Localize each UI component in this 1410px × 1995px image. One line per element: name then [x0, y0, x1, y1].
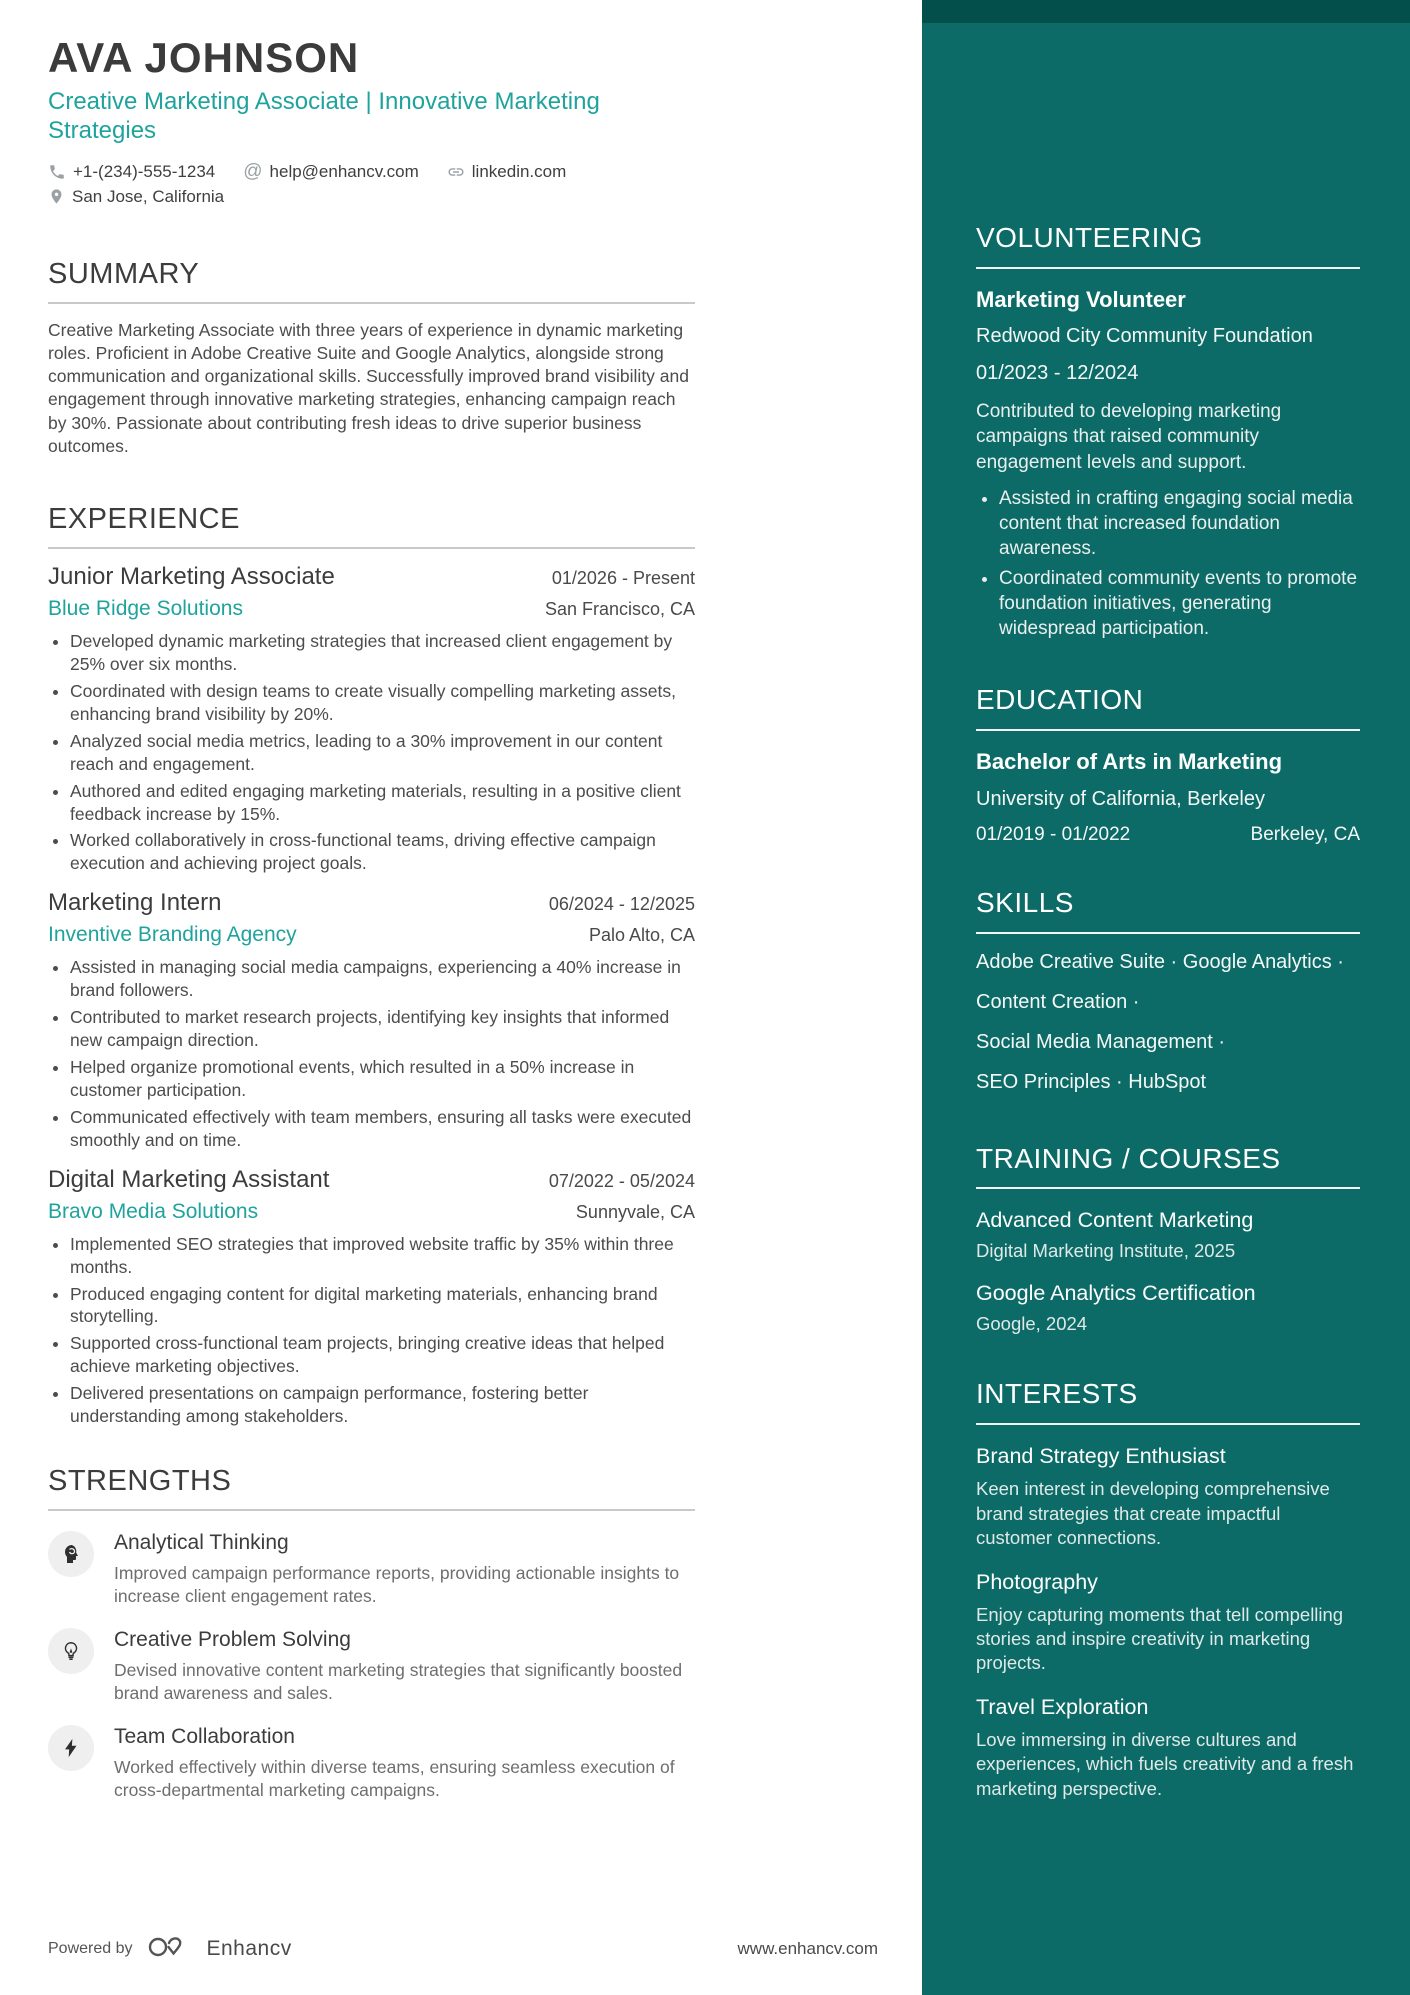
skills-section	[976, 888, 1360, 1094]
linkedin-text[interactable]: linkedin.com	[471, 161, 567, 181]
phone-number: +1-(234)-555-1234	[73, 161, 216, 181]
email-text[interactable]: help@enhancv.com	[269, 161, 419, 181]
job-bullet-list	[48, 630, 695, 875]
sidebar	[922, 0, 1410, 1995]
section-divider	[976, 1423, 1360, 1425]
job-bullet: • Implemented SEO strategies that improved website traffic by 35% within three months.	[70, 1233, 695, 1279]
job-location: San Francisco, CA	[544, 599, 695, 620]
job-company: Bravo Media Solutions	[48, 1199, 259, 1223]
job-bullet: • Coordinated with design teams to create visually compelling marketing assets, enhancing brand visibility by 20%.	[70, 680, 695, 726]
skill-line: Social Media Management ·	[976, 1030, 1226, 1053]
strengths-section	[48, 1466, 695, 1801]
strength-item	[48, 1531, 695, 1608]
section-divider	[976, 1187, 1360, 1189]
job-bullet: • Supported cross-functional team projects, bringing creative ideas that helped achieve marketing objectives.	[70, 1332, 695, 1378]
training-section	[976, 1144, 1360, 1336]
interests-heading: INTERESTS	[976, 1378, 1138, 1410]
interest-text: Love immersing in diverse cultures and experiences, which fuels creativity and a fresh marketing perspective.	[976, 1728, 1354, 1799]
job-company: Blue Ridge Solutions	[48, 597, 243, 621]
strength-text: Improved campaign performance reports, providing actionable insights to increase client engagement rates.	[114, 1562, 680, 1606]
strength-title: Team Collaboration	[114, 1724, 295, 1748]
job-company: Inventive Branding Agency	[48, 923, 297, 947]
volunteer-dates: 01/2023 - 12/2024	[976, 362, 1139, 385]
job-bullet-list	[48, 1233, 695, 1428]
section-divider	[976, 932, 1360, 934]
course-title: Google Analytics Certification	[976, 1281, 1256, 1306]
strength-item	[48, 1725, 695, 1802]
job-bullet: • Assisted in managing social media campaigns, experiencing a 40% increase in brand followers.	[70, 956, 695, 1002]
strength-title: Analytical Thinking	[114, 1530, 289, 1554]
volunteer-description: Contributed to developing marketing campaigns that raised community engagement levels and support.	[976, 401, 1282, 473]
training-heading: TRAINING / COURSES	[976, 1142, 1281, 1174]
strength-text: Devised innovative content marketing strategies that significantly boosted brand awareness and sales.	[114, 1659, 683, 1703]
volunteering-section	[976, 223, 1360, 641]
summary-heading: SUMMARY	[48, 257, 200, 290]
job-location: Sunnyvale, CA	[575, 1201, 695, 1222]
education-heading: EDUCATION	[976, 684, 1144, 716]
volunteer-bullet: • Coordinated community events to promote foundation initiatives, generating widespread participation.	[999, 566, 1360, 641]
school-name: University of California, Berkeley	[976, 787, 1265, 810]
course-provider: Digital Marketing Institute, 2025	[976, 1240, 1236, 1262]
job-entry	[48, 1166, 695, 1428]
interest-title: Brand Strategy Enthusiast	[976, 1444, 1226, 1469]
skill-line: Content Creation ·	[976, 990, 1140, 1013]
course-entry	[976, 1281, 1360, 1335]
job-dates: 01/2026 - Present	[551, 568, 695, 589]
job-bullet: • Analyzed social media metrics, leading to a 30% improvement in our content reach and engagement.	[70, 730, 695, 776]
section-divider	[48, 1509, 695, 1511]
phone-icon	[48, 163, 66, 181]
job-dates: 06/2024 - 12/2025	[548, 894, 695, 915]
contact-phone	[48, 162, 215, 182]
volunteer-bullet: • Assisted in crafting engaging social media content that increased foundation awareness.	[999, 486, 1360, 561]
job-dates: 07/2022 - 05/2024	[548, 1170, 695, 1191]
experience-heading: EXPERIENCE	[48, 503, 240, 536]
job-bullet: • Delivered presentations on campaign performance, fostering better understanding among stakeholders.	[70, 1382, 695, 1428]
job-location: Palo Alto, CA	[588, 925, 695, 946]
course-entry	[976, 1208, 1360, 1262]
volunteer-bullet-list	[976, 486, 1360, 641]
strength-item	[48, 1628, 695, 1705]
bulb-icon	[48, 1628, 94, 1674]
summary-text: Creative Marketing Associate with three years of experience in dynamic marketing roles. Proficient in Adobe Creative Suite and Google Analytics, alongside strong communication and organizational skills. Successfully improved brand visibility and engagement through innovative marketing strategies, enhancing campaign reach by 30%. Passionate about contributing fresh ideas to drive superior business outcomes.	[48, 319, 689, 456]
footer	[48, 1932, 878, 1965]
section-divider	[976, 267, 1360, 269]
job-bullet: • Authored and edited engaging marketing materials, resulting in a positive client feedback increase by 15%.	[70, 780, 695, 826]
bolt-icon	[48, 1725, 94, 1771]
contact-email[interactable]	[243, 162, 419, 182]
interest-entry	[976, 1695, 1360, 1801]
interests-section	[976, 1379, 1360, 1800]
interest-text: Keen interest in developing comprehensive brand strategies that create impactful customer connections.	[976, 1478, 1330, 1549]
powered-by-label: Powered by	[48, 1939, 133, 1957]
site-url[interactable]: www.enhancv.com	[737, 1938, 878, 1958]
link-icon	[447, 163, 465, 181]
location-text: San Jose, California	[72, 186, 225, 206]
skill-line: Adobe Creative Suite · Google Analytics ·	[976, 950, 1344, 973]
brand-name: Enhancv	[206, 1936, 292, 1960]
volunteer-org: Redwood City Community Foundation	[976, 324, 1313, 347]
skill-line: SEO Principles · HubSpot	[976, 1070, 1207, 1093]
job-bullet: • Worked collaboratively in cross-functional teams, driving effective campaign execution and achieving project goals.	[70, 829, 695, 875]
strength-text: Worked effectively within diverse teams, ensuring seamless execution of cross-departmental marketing campaigns.	[114, 1756, 675, 1800]
course-title: Advanced Content Marketing	[976, 1208, 1254, 1233]
enhancv-logo	[147, 1932, 193, 1965]
interest-entry	[976, 1444, 1360, 1550]
job-bullet: • Helped organize promotional events, which resulted in a 50% increase in customer participation.	[70, 1056, 695, 1102]
at-icon: @	[243, 161, 263, 183]
course-provider: Google, 2024	[976, 1313, 1088, 1335]
job-title: Digital Marketing Assistant	[48, 1165, 330, 1193]
volunteering-heading: VOLUNTEERING	[976, 222, 1203, 253]
interest-text: Enjoy capturing moments that tell compelling stories and inspire creativity in marketing projects.	[976, 1603, 1344, 1674]
interest-entry	[976, 1570, 1360, 1676]
education-location: Berkeley, CA	[1250, 823, 1360, 845]
experience-section	[48, 504, 695, 1428]
sidebar-top-band	[922, 0, 1410, 23]
section-divider	[48, 302, 695, 304]
contact-linkedin[interactable]	[447, 162, 567, 182]
education-section	[976, 685, 1360, 846]
degree-title: Bachelor of Arts in Marketing	[976, 748, 1283, 774]
job-bullet: • Contributed to market research projects, identifying key insights that informed new campaign direction.	[70, 1006, 695, 1052]
job-title: Junior Marketing Associate	[48, 563, 335, 591]
interest-title: Travel Exploration	[976, 1694, 1149, 1719]
interest-title: Photography	[976, 1569, 1098, 1594]
summary-section	[48, 259, 695, 458]
volunteer-title: Marketing Volunteer	[976, 286, 1186, 312]
job-bullet: • Produced engaging content for digital marketing materials, enhancing brand storytelling.	[70, 1283, 695, 1329]
page-title: AVA JOHNSON	[48, 34, 360, 81]
job-bullet-list	[48, 956, 695, 1151]
job-entry	[48, 889, 695, 1151]
head-icon	[48, 1531, 94, 1577]
location-icon	[48, 188, 65, 205]
contact-location	[48, 187, 224, 207]
contact-row	[48, 162, 695, 207]
section-divider	[48, 547, 695, 549]
job-bullet: • Developed dynamic marketing strategies that increased client engagement by 25% over six months.	[70, 630, 695, 676]
section-divider	[976, 729, 1360, 731]
job-headline: Creative Marketing Associate | Innovative Marketing Strategies	[48, 88, 600, 144]
strength-title: Creative Problem Solving	[114, 1627, 351, 1651]
skills-heading: SKILLS	[976, 886, 1074, 918]
job-entry	[48, 563, 695, 875]
strengths-heading: STRENGTHS	[48, 1465, 232, 1498]
job-title: Marketing Intern	[48, 889, 222, 917]
job-bullet: • Communicated effectively with team members, ensuring all tasks were executed smoothly and on time.	[70, 1106, 695, 1152]
main-content	[48, 36, 878, 1801]
education-dates: 01/2019 - 01/2022	[976, 823, 1131, 845]
